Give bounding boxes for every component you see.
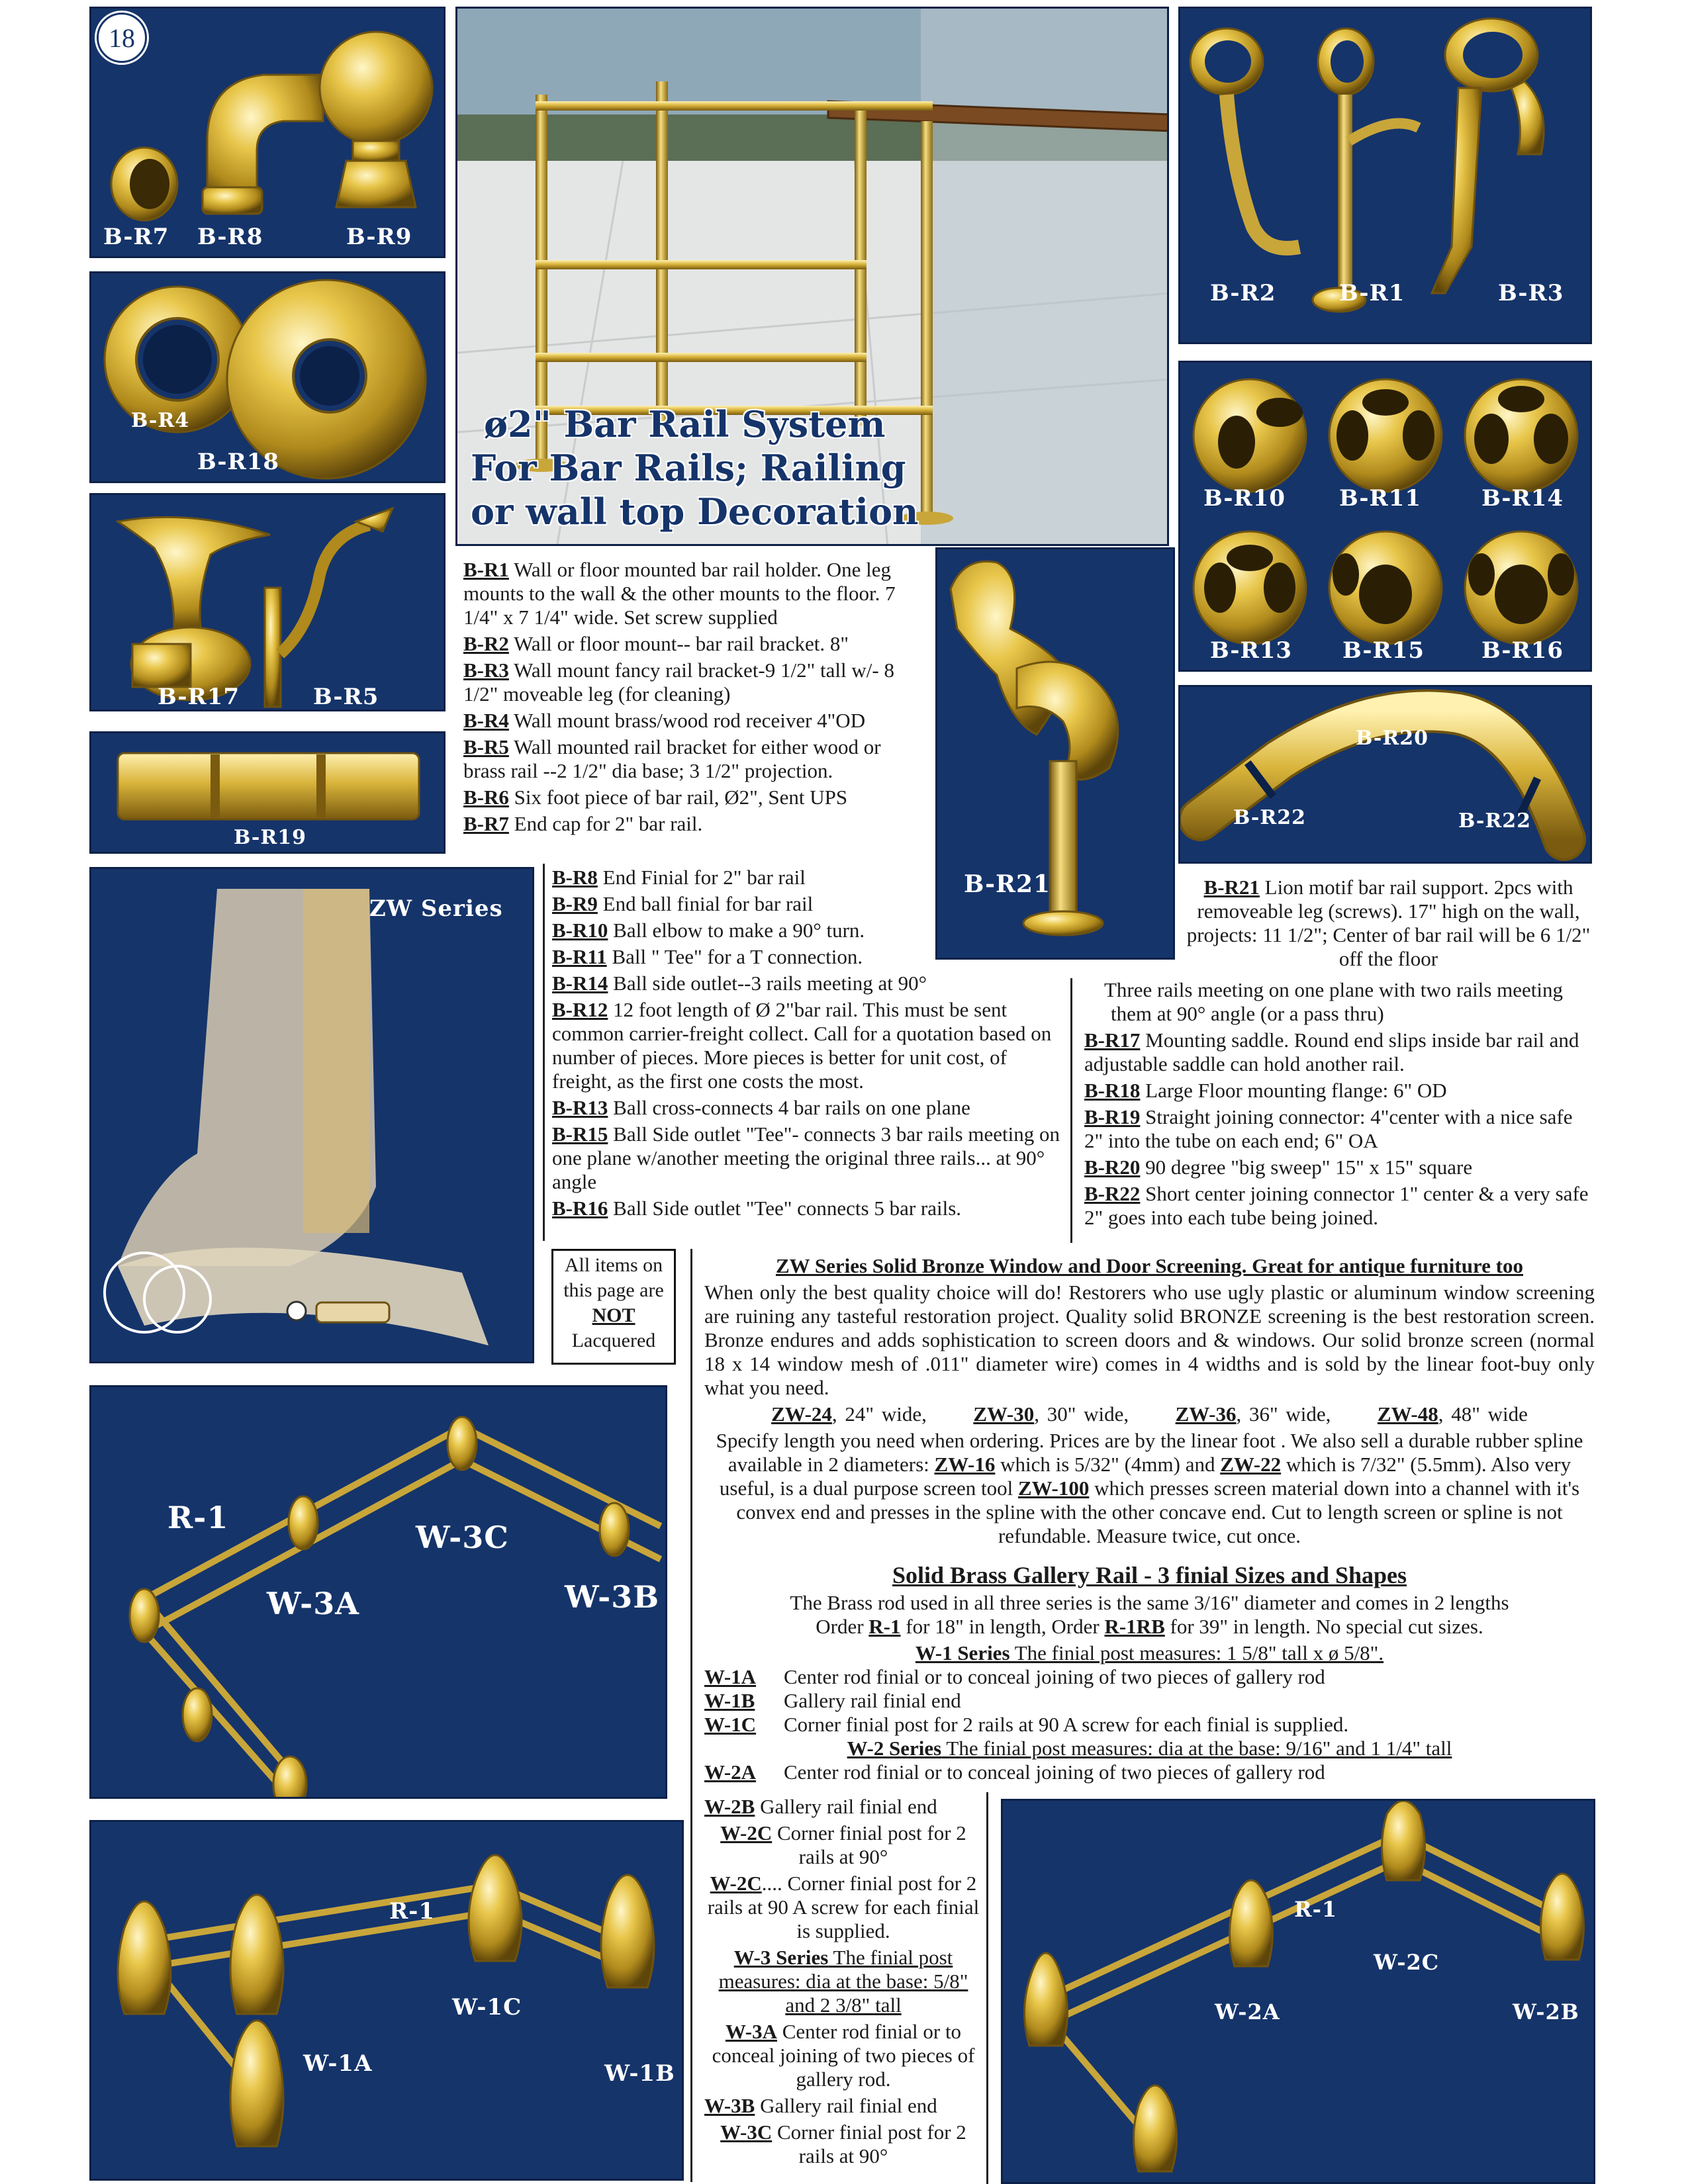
desc-left-text: Wall or floor mount-- bar rail bracket. 8" [508, 632, 849, 655]
gallery-w2-w2a: W-2A [1215, 1999, 1280, 2025]
w1-item [704, 1665, 1595, 1689]
desc-left-code: B-R7 [463, 812, 509, 835]
w2-heading-line [704, 1737, 1595, 1760]
label-br22-left: B-R22 [1233, 806, 1307, 829]
label-br22-right: B-R22 [1458, 809, 1532, 833]
gallery-intro2 [704, 1615, 1595, 1639]
desc-left-item [463, 558, 927, 629]
w3b-line [704, 2094, 982, 2118]
w2-heading: W-2 Series [847, 1737, 942, 1760]
br7-br8-br9-illustration [91, 9, 445, 258]
desc-left-code: B-R2 [463, 632, 509, 655]
gallery-w2-w3-items [704, 1795, 982, 2171]
label-br16: B-R16 [1481, 637, 1564, 664]
label-br3: B-R3 [1498, 280, 1564, 306]
zw-48-code: ZW-48 [1377, 1402, 1438, 1426]
w2c2-line [704, 1872, 982, 1943]
not-lacquered-line1: All items on [564, 1254, 663, 1276]
gallery-heading: Solid Brass Gallery Rail - 3 finial Sizes and Shapes [892, 1562, 1407, 1588]
w3-heading-line [704, 1946, 982, 2017]
w2-measure: The finial post measures: dia at the base: 9/16" and 1 1/4" tall [941, 1737, 1452, 1760]
desc-mid-item [552, 1096, 1065, 1120]
w3-measure: The finial post measures: dia at the base: 5/8" and 2 3/8" tall [718, 1946, 968, 2017]
desc-mid-code: B-R12 [552, 998, 608, 1021]
gallery-w1-illustration [91, 1822, 684, 2181]
panel-br2-br1-br3 [1178, 7, 1592, 344]
zw-100-code: ZW-100 [1017, 1477, 1090, 1500]
desc-left-item [463, 632, 927, 656]
divider-mid [543, 864, 545, 1241]
desc-left-text: Wall or floor mounted bar rail holder. One leg mounts to the wall & the other mounts to the floor. 7 1/4" x 7 1/4" wide. Set screw supplied [463, 558, 896, 629]
panel-br4-br18 [89, 271, 445, 483]
br16-continuation: Three rails meeting on one plane with two rails meeting them at 90° angle (or a pass thru) [1104, 978, 1563, 1025]
w1-item-text: Gallery rail finial end [784, 1689, 961, 1712]
desc-right-text: Short center joining connector 1" center & a very safe 2" goes into each tube being joined. [1084, 1182, 1589, 1229]
desc-mid-code: B-R11 [552, 945, 607, 968]
w2a-line [704, 1760, 1595, 1784]
w2c2-text: .... Corner finial post for 2 rails at 90 A screw for each finial is supplied. [707, 1872, 980, 1942]
desc-left-code: B-R5 [463, 735, 509, 758]
desc-mid-text: Ball Side outlet "Tee"- connects 3 bar rails meeting on one plane w/another meeting the original three rails... at 90° angle [552, 1122, 1060, 1193]
zw-section [704, 1254, 1595, 1551]
desc-mid-item [552, 866, 1065, 889]
desc-right-item [1084, 1079, 1594, 1103]
label-br8: B-R8 [197, 224, 263, 250]
gallery-w1-r1: R-1 [389, 1898, 436, 1925]
label-br9: B-R9 [346, 224, 412, 250]
desc-mid-code: B-R8 [552, 866, 598, 889]
panel-zw-series [89, 867, 534, 1363]
desc-right-code: B-R22 [1084, 1182, 1141, 1205]
zw-22-text: which is 7/32" (5.5mm). Also very useful, is a dual purpose screen tool [719, 1453, 1571, 1500]
gallery-w3-r1: R-1 [167, 1500, 229, 1535]
desc-mid-code: B-R9 [552, 892, 598, 915]
zw-body2a: Specify length you need when ordering. Prices are by the linear foot . We also sell a durable rubber spline available in 2 diameters: [716, 1429, 1583, 1476]
divider-zw [690, 1249, 692, 2182]
desc-right-code: B-R20 [1084, 1156, 1141, 1179]
desc-right-item [1084, 1105, 1594, 1153]
desc-mid-code: B-R10 [552, 919, 608, 942]
gallery-w1-w1b: W-1B [604, 2060, 675, 2087]
desc-right-item [1084, 1156, 1594, 1179]
desc-left-text: Wall mounted rail bracket for either wood or brass rail --2 1/2" dia base; 3 1/2" projection. [463, 735, 881, 782]
zw-30-code: ZW-30 [973, 1402, 1035, 1426]
descriptions-mid [552, 866, 1065, 1223]
desc-left-text: Wall mount fancy rail bracket-9 1/2" tall w/- 8 1/2" moveable leg (for cleaning) [463, 659, 894, 705]
desc-left-item [463, 659, 927, 706]
zw-widths [704, 1402, 1595, 1426]
zw-30-text: , 30" wide, [1034, 1402, 1129, 1426]
panel-gallery-w1 [89, 1820, 684, 2181]
desc-mid-text: Ball side outlet--3 rails meeting at 90° [608, 972, 927, 995]
desc-br21 [1185, 876, 1592, 971]
w2b-code: W-2B [704, 1795, 755, 1818]
w3a-text: Center rod finial or to conceal joining of two pieces of gallery rod. [712, 2020, 975, 2091]
w1-item-code: W-1C [704, 1713, 757, 1736]
w1-heading: W-1 Series [915, 1641, 1010, 1664]
w2b-text: Gallery rail finial end [755, 1795, 937, 1818]
gallery-intro2c: for 39" in length. No special cut sizes. [1164, 1615, 1483, 1638]
w3-heading: W-3 Series [733, 1946, 829, 1969]
desc-mid-code: B-R14 [552, 972, 608, 995]
w1-heading-line [704, 1641, 1595, 1665]
w3c-code: W-3C [720, 2120, 773, 2144]
text-br21: Lion motif bar rail support. 2pcs with removeable leg (screws). 17" high on the wall, projects: 11 1/2"; Center of bar rail will be 6 1/2" off the floor [1186, 876, 1591, 970]
zw-body2 [704, 1429, 1595, 1548]
desc-mid-item [552, 945, 1065, 969]
w1-item [704, 1689, 1595, 1713]
gallery-w3-w3b: W-3B [565, 1579, 660, 1615]
descriptions-left [463, 558, 927, 839]
w3a-code: W-3A [725, 2020, 777, 2043]
w2c-code: W-2C [720, 1821, 773, 1844]
w3c-line [704, 2120, 982, 2168]
w2c-text: Corner finial post for 2 rails at 90° [772, 1821, 966, 1868]
zw-24-code: ZW-24 [771, 1402, 832, 1426]
zw-48-text: , 48" wide [1438, 1402, 1528, 1426]
desc-left-text: Six foot piece of bar rail, Ø2", Sent UPS [508, 786, 848, 809]
desc-mid-item [552, 1122, 1065, 1194]
w3b-code: W-3B [704, 2094, 755, 2117]
label-br10: B-R10 [1203, 485, 1286, 512]
label-zw-series: ZW Series [369, 895, 503, 922]
desc-mid-text: Ball cross-connects 4 bar rails on one plane [608, 1096, 970, 1119]
saddle-bracket-illustration [91, 495, 445, 711]
w1-item-text: Corner finial post for 2 rails at 90 A screw for each finial is supplied. [784, 1713, 1349, 1736]
gallery-w3-w3a: W-3A [267, 1586, 359, 1621]
desc-right-code: B-R18 [1084, 1079, 1141, 1102]
zw-36-code: ZW-36 [1175, 1402, 1237, 1426]
label-br21: B-R21 [964, 870, 1051, 898]
w1-measure: The finial post measures: 1 5/8" tall x ø 5/8". [1009, 1641, 1384, 1664]
ball-fittings-illustration [1180, 363, 1592, 672]
desc-right-code: B-R19 [1084, 1105, 1141, 1128]
desc-mid-code: B-R16 [552, 1197, 608, 1220]
gallery-w1-w1a: W-1A [303, 2050, 373, 2077]
desc-left-text: End cap for 2" bar rail. [508, 812, 703, 835]
label-br5: B-R5 [313, 684, 379, 710]
desc-left-code: B-R6 [463, 786, 509, 809]
w2c-line [704, 1821, 982, 1869]
gallery-w2-r1: R-1 [1294, 1897, 1338, 1922]
gallery-intro2a: Order [816, 1615, 869, 1638]
w2a-text: Center rod finial or to conceal joining of two pieces of gallery rod [784, 1760, 1325, 1784]
panel-br19 [89, 731, 445, 854]
desc-mid-text: Ball Side outlet "Tee" connects 5 bar rails. [608, 1197, 962, 1220]
zw-100-text: which presses screen material down into a channel with it's convex end and presses in the spline with the other concave end. Cut to length screen or spline is not refundable. Measure twice, cut once. [736, 1477, 1580, 1547]
desc-mid-code: B-R13 [552, 1096, 608, 1119]
photo-bar-rail [455, 7, 1169, 546]
desc-right-text: Mounting saddle. Round end slips inside bar rail and adjustable saddle can hold another rail. [1084, 1028, 1579, 1075]
desc-left-code: B-R1 [463, 558, 509, 581]
zw-16-code: ZW-16 [934, 1453, 996, 1476]
desc-right-text: Large Floor mounting flange: 6" OD [1140, 1079, 1447, 1102]
label-br15: B-R15 [1342, 637, 1425, 664]
label-br13: B-R13 [1210, 637, 1293, 664]
zw-24-text: , 24" wide, [831, 1402, 927, 1426]
label-br2: B-R2 [1210, 280, 1276, 306]
desc-mid-text: Ball " Tee" for a T connection. [606, 945, 863, 968]
gallery-intro1: The Brass rod used in all three series is the same 3/16" diameter and comes in 2 lengths [790, 1591, 1509, 1614]
desc-mid-item [552, 972, 1065, 995]
divider-w2 [986, 1792, 988, 2184]
desc-right-code: B-R17 [1084, 1028, 1141, 1052]
desc-right-text: Straight joining connector: 4"center with a nice safe 2" into the tube on each end; 6" OA [1084, 1105, 1573, 1152]
gallery-w2-w2c: W-2C [1374, 1950, 1440, 1975]
zw-22-code: ZW-22 [1220, 1453, 1282, 1476]
label-br17: B-R17 [158, 684, 240, 710]
desc-mid-text: 12 foot length of Ø 2"bar rail. This must be sent common carrier-freight collect. Call for a quotation based on number of pieces. More pieces is better for unit cost, of freight, as the first one costs the most. [552, 998, 1052, 1093]
w1-item-code: W-1B [704, 1689, 755, 1712]
not-lacquered-line4: Lacquered [571, 1330, 656, 1351]
not-lacquered-line2: this page are [563, 1279, 664, 1301]
page-number: 18 [109, 23, 135, 53]
desc-left-item [463, 735, 927, 783]
desc-mid-item [552, 919, 1065, 942]
label-br7: B-R7 [103, 224, 169, 250]
desc-mid-item [552, 998, 1065, 1093]
zw-heading: ZW Series Solid Bronze Window and Door Screening. Great for antique furniture too [775, 1254, 1523, 1277]
desc-left-code: B-R3 [463, 659, 509, 682]
desc-left-code: B-R4 [463, 709, 509, 732]
w2a-code: W-2A [704, 1760, 757, 1784]
gallery-r1rb-code: R-1RB [1104, 1615, 1165, 1638]
photo-title-line1: ø2" Bar Rail System [484, 403, 886, 445]
panel-br7-br8-br9 [89, 7, 445, 258]
panel-ball-fittings [1178, 361, 1592, 672]
label-br4: B-R4 [131, 409, 190, 432]
label-br11: B-R11 [1339, 485, 1422, 512]
zw-16-text: which is 5/32" (4mm) and [995, 1453, 1221, 1476]
desc-left-item [463, 709, 927, 733]
w1-item [704, 1713, 1595, 1737]
panel-br17-br5 [89, 493, 445, 711]
label-br14: B-R14 [1481, 485, 1564, 512]
label-br19: B-R19 [234, 826, 307, 849]
photo-title [471, 402, 918, 533]
w2c2-code: W-2C [710, 1872, 762, 1895]
desc-mid-text: End ball finial for bar rail [597, 892, 814, 915]
desc-left-text: Wall mount brass/wood rod receiver 4"OD [508, 709, 866, 732]
code-br21: B-R21 [1203, 876, 1260, 899]
desc-right-text: 90 degree "big sweep" 15" x 15" square [1140, 1156, 1473, 1179]
gallery-w2-illustration [1003, 1801, 1595, 2184]
w3a-line [704, 2020, 982, 2091]
desc-mid-item [552, 1197, 1065, 1220]
photo-title-line2: For Bar Rails; Railing [471, 447, 906, 489]
desc-mid-text: Ball elbow to make a 90° turn. [608, 919, 865, 942]
gallery-w1-w1c: W-1C [452, 1994, 522, 2021]
zw-36-text: , 36" wide, [1236, 1402, 1331, 1426]
label-br1: B-R1 [1339, 280, 1405, 306]
panel-gallery-w3 [89, 1385, 667, 1799]
gallery-intro2b: for 18" in length, Order [900, 1615, 1105, 1638]
w3b-text: Gallery rail finial end [755, 2094, 937, 2117]
w2b-line [704, 1795, 982, 1819]
not-lacquered-box [551, 1249, 676, 1365]
label-br20: B-R20 [1356, 727, 1429, 750]
desc-left-item [463, 786, 927, 809]
desc-mid-text: End Finial for 2" bar rail [597, 866, 806, 889]
w1-item-text: Center rod finial or to conceal joining of two pieces of gallery rod [784, 1665, 1325, 1688]
gallery-w3-w3c: W-3C [416, 1520, 509, 1555]
panel-br20-br22 [1178, 685, 1592, 864]
sweep-illustration [1180, 687, 1592, 864]
not-lacquered-line3: NOT [592, 1304, 635, 1326]
desc-left-item [463, 812, 927, 836]
photo-title-line3: or wall top Decoration [471, 490, 919, 533]
gallery-r1-code: R-1 [868, 1615, 901, 1638]
desc-right-item [1084, 1182, 1594, 1230]
bronze-screen-illustration [91, 869, 534, 1363]
zw-body: When only the best quality choice will do! Restorers who use ugly plastic or aluminum window screening are ruining any tasteful restoration project. Quality solid BRONZE screening is the best restoration screen. Bronze endures and adds sophistication to screen doors and & windows. Our solid bronze screen (normal 18 x 14 window mesh of .011" diameter wire) comes in 4 widths and is sold by the linear foot-buy only what you need. [704, 1281, 1595, 1399]
divider-right [1070, 978, 1072, 1243]
label-br18: B-R18 [197, 449, 280, 475]
w1-item-code: W-1A [704, 1665, 757, 1688]
descriptions-right [1084, 978, 1594, 1232]
gallery-w2-w2b: W-2B [1513, 1999, 1579, 2025]
desc-right-item [1084, 1028, 1594, 1076]
desc-mid-item [552, 892, 1065, 916]
w3c-text: Corner finial post for 2 rails at 90° [772, 2120, 966, 2167]
desc-mid-code: B-R15 [552, 1122, 608, 1146]
gallery-section [704, 1562, 1595, 1784]
panel-gallery-w2 [1001, 1799, 1595, 2184]
